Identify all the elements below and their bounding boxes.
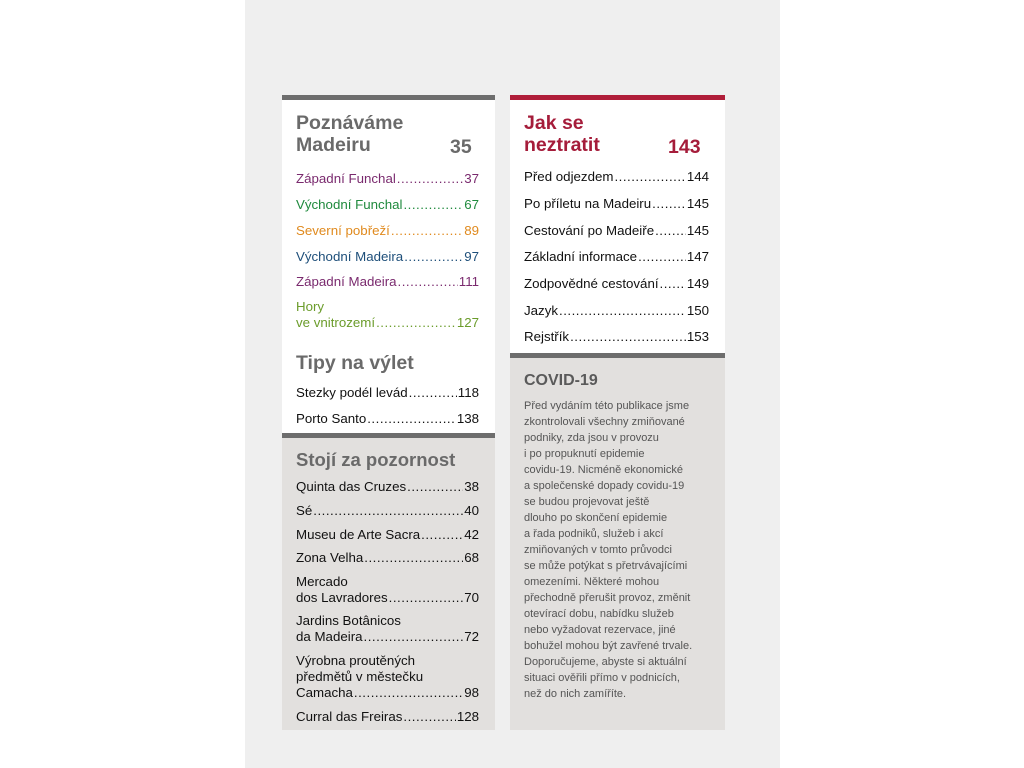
entry-label: Po příletu na Madeiru — [524, 196, 652, 211]
section-title: Stojí za pozornost — [296, 449, 456, 470]
section-getting-around — [510, 95, 725, 357]
covid-line: a řada podniků, služeb i akcí — [524, 528, 664, 540]
covid-line: zkontrolovali všechny zmiňované — [524, 416, 685, 428]
entry-page: 67 — [464, 197, 479, 212]
entry-page: 145 — [686, 196, 709, 211]
entry-page: 111 — [458, 274, 479, 289]
entry-label: Curral das Freiras — [296, 709, 403, 724]
toc-entry[interactable] — [524, 276, 709, 292]
entry-label: Západní Funchal — [296, 171, 396, 186]
toc-entry[interactable] — [296, 385, 479, 401]
entry-page: 145 — [686, 223, 709, 238]
title-line-1: Jak se — [524, 112, 584, 134]
entry-page: 38 — [464, 479, 479, 494]
entry-label-line-1: Mercado — [296, 574, 348, 589]
toc-entry[interactable] — [296, 197, 479, 213]
entry-label-line-2: ve vnitrozemí — [296, 315, 376, 330]
toc-entry[interactable] — [524, 249, 709, 265]
toc-entry[interactable] — [524, 303, 709, 319]
covid-line: zmiňovaných v tomto průvodci — [524, 544, 672, 556]
entry-label-line-1: Jardins Botânicos — [296, 613, 401, 628]
entry-label: Stezky podél levád — [296, 385, 408, 400]
entry-label: Quinta das Cruzes — [296, 479, 407, 494]
covid-notice — [510, 353, 725, 730]
entry-page: 138 — [456, 411, 479, 426]
entry-label: Západní Madeira — [296, 274, 397, 289]
section-title — [524, 112, 600, 156]
entry-label-line-3: Camacha — [296, 685, 353, 700]
covid-line: podniky, zda jsou v provozu — [524, 432, 659, 444]
toc-entry[interactable] — [296, 411, 479, 427]
covid-line: a společenské dopady covidu-19 — [524, 480, 685, 492]
entry-label-line-1: Výrobna proutěných — [296, 653, 416, 668]
section-getting-to-know-madeira — [282, 95, 495, 433]
section-page-number: 35 — [450, 136, 472, 158]
entry-label: Základní informace — [524, 249, 638, 264]
covid-line: covidu-19. Nicméně ekonomické — [524, 464, 683, 476]
covid-line: dlouho po skončení epidemie — [524, 512, 668, 524]
toc-entry[interactable] — [296, 479, 479, 495]
toc-entry[interactable] — [296, 171, 479, 187]
entry-page: 70 — [464, 590, 479, 605]
toc-entry[interactable] — [296, 299, 479, 331]
toc-entry[interactable] — [296, 527, 479, 543]
entry-label: Rejstřík — [524, 329, 570, 344]
entry-label: Severní pobřeží — [296, 223, 390, 238]
entry-page: 40 — [464, 503, 479, 518]
title-line-1: Poznáváme — [296, 112, 404, 134]
covid-title: COVID-19 — [524, 372, 598, 389]
covid-line: nebo vyžadovat rezervace, jiné — [524, 624, 676, 636]
entry-page: 72 — [464, 629, 479, 644]
tips-title: Tipy na výlet — [296, 352, 414, 374]
entry-label: Jazyk — [524, 303, 558, 318]
entry-label: Sé — [296, 503, 313, 518]
covid-line: omezeními. Některé mohou — [524, 576, 660, 588]
section-title — [296, 112, 403, 156]
covid-line: situaci ověřili přímo v podnicích, — [524, 672, 680, 684]
section-page-number: 143 — [668, 136, 701, 158]
toc-entry[interactable] — [524, 196, 709, 212]
entry-label: Zodpovědné cestování — [524, 276, 659, 291]
toc-entry[interactable] — [296, 223, 479, 239]
entry-label-line-2: dos Lavradores — [296, 590, 388, 605]
entry-page: 118 — [457, 385, 479, 400]
entry-label-line-2: předmětů v městečku — [296, 669, 424, 684]
toc-entry[interactable] — [296, 653, 479, 701]
entry-label-line-1: Hory — [296, 299, 325, 314]
covid-line: Doporučujeme, abyste si aktuální — [524, 656, 687, 668]
toc-entry[interactable] — [296, 709, 479, 725]
entry-label: Před odjezdem — [524, 169, 614, 184]
toc-entry[interactable] — [296, 550, 479, 566]
toc-entry[interactable] — [296, 613, 479, 645]
entry-page: 144 — [686, 169, 709, 184]
entry-page: 149 — [686, 276, 709, 291]
entry-page: 150 — [686, 303, 709, 318]
entry-label: Východní Funchal — [296, 197, 403, 212]
covid-line: bohužel mohou být zavřené trvale. — [524, 640, 693, 652]
covid-line: otevírací dobu, nabídku služeb — [524, 608, 674, 620]
entry-page: 97 — [464, 249, 479, 264]
covid-line: se budou projevovat ještě — [524, 496, 650, 508]
entry-page: 147 — [686, 249, 709, 264]
entry-page: 37 — [464, 171, 479, 186]
entry-page: 42 — [464, 527, 479, 542]
section-highlights — [282, 433, 495, 730]
covid-line: přechodně přerušit provoz, změnit — [524, 592, 691, 604]
covid-line: se může potýkat s přetrvávajícími — [524, 560, 688, 572]
entry-label: Porto Santo — [296, 411, 367, 426]
entry-label: Museu de Arte Sacra — [296, 527, 421, 542]
covid-body — [524, 398, 716, 702]
entry-label: Zona Velha — [296, 550, 364, 565]
toc-entry[interactable] — [296, 574, 479, 606]
entry-label: Východní Madeira — [296, 249, 404, 264]
toc-entry[interactable] — [296, 503, 479, 519]
covid-line: i po propuknutí epidemie — [524, 448, 645, 460]
covid-line: než do nich zamíříte. — [524, 688, 627, 700]
entry-page: 68 — [464, 550, 479, 565]
entry-page: 128 — [456, 709, 479, 724]
entry-page: 153 — [686, 329, 709, 344]
entry-page: 127 — [456, 315, 479, 330]
entry-page: 98 — [464, 685, 479, 700]
entry-label-line-2: da Madeira — [296, 629, 363, 644]
entry-page: 89 — [464, 223, 479, 238]
covid-line: Před vydáním této publikace jsme — [524, 400, 690, 412]
toc-entry[interactable] — [524, 169, 709, 185]
toc-entry[interactable] — [524, 223, 709, 239]
toc-entry[interactable] — [296, 249, 479, 265]
entry-label: Cestování po Madeiře — [524, 223, 655, 238]
title-line-2: Madeiru — [296, 134, 371, 156]
toc-entry[interactable] — [296, 274, 479, 290]
title-line-2: neztratit — [524, 134, 600, 156]
toc-entry[interactable] — [524, 329, 709, 345]
